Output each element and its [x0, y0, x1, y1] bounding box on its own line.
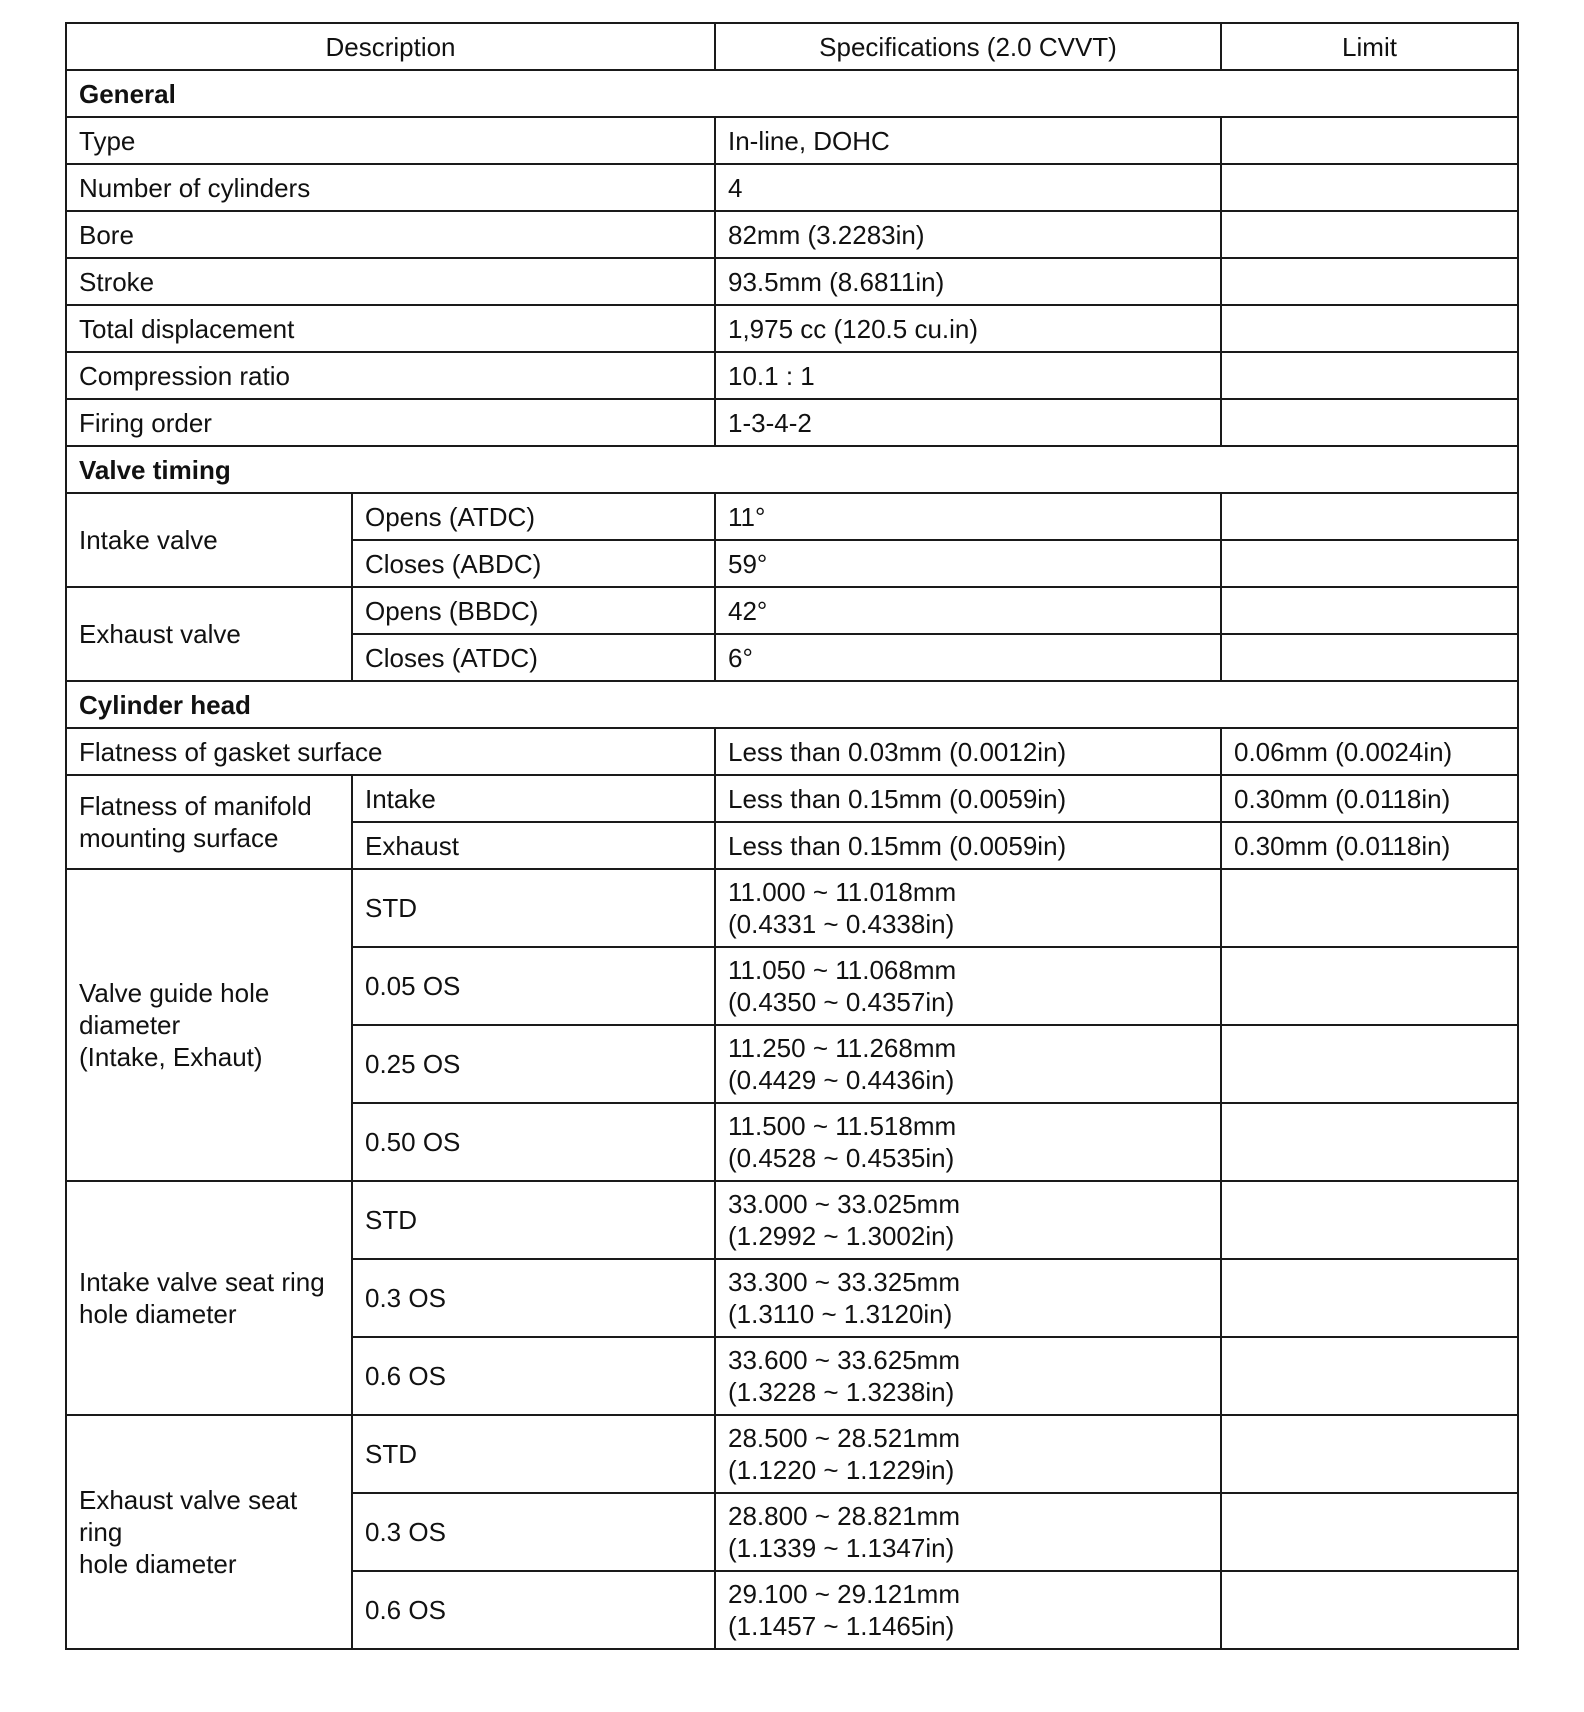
label-line: Intake valve seat ring	[79, 1267, 325, 1297]
section-title-cylinder-head: Cylinder head	[66, 681, 1518, 728]
row-sublabel: Closes (ABDC)	[352, 540, 715, 587]
spec-in: (1.3228 ~ 1.3238in)	[728, 1377, 955, 1407]
row-sublabel: 0.05 OS	[352, 947, 715, 1025]
row-sublabel: 0.3 OS	[352, 1259, 715, 1337]
section-title-general: General	[66, 70, 1518, 117]
row-spec	[715, 1259, 1221, 1337]
row-limit	[1221, 1415, 1518, 1493]
header-description: Description	[66, 23, 715, 70]
row-limit	[1221, 1259, 1518, 1337]
label-line: Flatness of manifold	[79, 791, 312, 821]
row-limit	[1221, 211, 1518, 258]
group-label-manifold-flatness	[66, 775, 352, 869]
table-row	[66, 399, 1518, 446]
spec-mm: 29.100 ~ 29.121mm	[728, 1579, 960, 1609]
row-limit	[1221, 1337, 1518, 1415]
spec-mm: 33.300 ~ 33.325mm	[728, 1267, 960, 1297]
row-spec: In-line, DOHC	[715, 117, 1221, 164]
spec-mm: 11.000 ~ 11.018mm	[728, 877, 957, 907]
table-row	[66, 587, 1518, 634]
spec-mm: 28.500 ~ 28.521mm	[728, 1423, 960, 1453]
group-label-intake-valve: Intake valve	[66, 493, 352, 587]
row-limit: 0.06mm (0.0024in)	[1221, 728, 1518, 775]
row-limit	[1221, 352, 1518, 399]
label-line: Exhaust valve seat	[79, 1485, 298, 1515]
group-label-intake-seat	[66, 1181, 352, 1415]
row-limit	[1221, 1571, 1518, 1649]
spec-mm: 11.500 ~ 11.518mm	[728, 1111, 957, 1141]
row-spec	[715, 1415, 1221, 1493]
row-spec: 10.1 : 1	[715, 352, 1221, 399]
row-limit: 0.30mm (0.0118in)	[1221, 822, 1518, 869]
row-spec: Less than 0.03mm (0.0012in)	[715, 728, 1221, 775]
row-sublabel: 0.6 OS	[352, 1571, 715, 1649]
header-row	[66, 23, 1518, 70]
row-spec: 42°	[715, 587, 1221, 634]
section-row-cylinder-head	[66, 681, 1518, 728]
row-sublabel: Opens (BBDC)	[352, 587, 715, 634]
spec-in: (1.3110 ~ 1.3120in)	[728, 1299, 953, 1329]
label-line: ring	[79, 1517, 123, 1547]
table-row	[66, 305, 1518, 352]
spec-in: (1.2992 ~ 1.3002in)	[728, 1221, 955, 1251]
row-limit	[1221, 399, 1518, 446]
row-limit	[1221, 258, 1518, 305]
table-row	[66, 1181, 1518, 1259]
row-spec: 93.5mm (8.6811in)	[715, 258, 1221, 305]
label-line: (Intake, Exhaut)	[79, 1042, 263, 1072]
row-spec: 1,975 cc (120.5 cu.in)	[715, 305, 1221, 352]
spec-mm: 33.600 ~ 33.625mm	[728, 1345, 960, 1375]
row-label: Compression ratio	[66, 352, 715, 399]
spec-mm: 33.000 ~ 33.025mm	[728, 1189, 960, 1219]
row-limit	[1221, 869, 1518, 947]
row-spec: 82mm (3.2283in)	[715, 211, 1221, 258]
row-limit	[1221, 1103, 1518, 1181]
spec-in: (0.4429 ~ 0.4436in)	[728, 1065, 955, 1095]
row-limit	[1221, 117, 1518, 164]
row-limit	[1221, 493, 1518, 540]
row-limit: 0.30mm (0.0118in)	[1221, 775, 1518, 822]
row-limit	[1221, 587, 1518, 634]
label-line: diameter	[79, 1010, 181, 1040]
table-row	[66, 869, 1518, 947]
row-sublabel: Closes (ATDC)	[352, 634, 715, 681]
row-limit	[1221, 1493, 1518, 1571]
row-label: Bore	[66, 211, 715, 258]
row-spec: 6°	[715, 634, 1221, 681]
spec-in: (0.4528 ~ 0.4535in)	[728, 1143, 955, 1173]
row-spec: Less than 0.15mm (0.0059in)	[715, 775, 1221, 822]
spec-in: (1.1220 ~ 1.1229in)	[728, 1455, 955, 1485]
header-specifications: Specifications (2.0 CVVT)	[715, 23, 1221, 70]
row-sublabel: 0.50 OS	[352, 1103, 715, 1181]
row-sublabel: Intake	[352, 775, 715, 822]
header-limit: Limit	[1221, 23, 1518, 70]
spec-mm: 11.050 ~ 11.068mm	[728, 955, 957, 985]
section-row-general	[66, 70, 1518, 117]
group-label-valve-guide	[66, 869, 352, 1181]
row-sublabel: STD	[352, 869, 715, 947]
row-spec: 59°	[715, 540, 1221, 587]
row-label: Firing order	[66, 399, 715, 446]
group-label-exhaust-valve: Exhaust valve	[66, 587, 352, 681]
row-spec: 4	[715, 164, 1221, 211]
specifications-table	[65, 22, 1519, 1650]
row-spec	[715, 947, 1221, 1025]
row-limit	[1221, 947, 1518, 1025]
row-spec	[715, 1181, 1221, 1259]
table-row	[66, 117, 1518, 164]
row-spec: 1-3-4-2	[715, 399, 1221, 446]
row-sublabel: STD	[352, 1415, 715, 1493]
row-spec: Less than 0.15mm (0.0059in)	[715, 822, 1221, 869]
section-row-valve-timing	[66, 446, 1518, 493]
spec-mm: 28.800 ~ 28.821mm	[728, 1501, 960, 1531]
row-label: Flatness of gasket surface	[66, 728, 715, 775]
row-sublabel: STD	[352, 1181, 715, 1259]
spec-in: (1.1339 ~ 1.1347in)	[728, 1533, 955, 1563]
spec-in: (0.4331 ~ 0.4338in)	[728, 909, 955, 939]
table-row	[66, 352, 1518, 399]
row-limit	[1221, 540, 1518, 587]
spec-in: (1.1457 ~ 1.1465in)	[728, 1611, 955, 1641]
row-spec	[715, 1571, 1221, 1649]
row-spec	[715, 1337, 1221, 1415]
table-row	[66, 775, 1518, 822]
row-sublabel: 0.25 OS	[352, 1025, 715, 1103]
table-row	[66, 258, 1518, 305]
label-line: mounting surface	[79, 823, 279, 853]
row-sublabel: Exhaust	[352, 822, 715, 869]
spec-mm: 11.250 ~ 11.268mm	[728, 1033, 957, 1063]
row-limit	[1221, 1025, 1518, 1103]
table-row	[66, 1415, 1518, 1493]
row-spec	[715, 1493, 1221, 1571]
row-sublabel: 0.6 OS	[352, 1337, 715, 1415]
row-limit	[1221, 164, 1518, 211]
label-line: hole diameter	[79, 1549, 237, 1579]
row-label: Stroke	[66, 258, 715, 305]
table-row	[66, 728, 1518, 775]
row-spec	[715, 869, 1221, 947]
row-limit	[1221, 1181, 1518, 1259]
label-line: hole diameter	[79, 1299, 237, 1329]
table-row	[66, 493, 1518, 540]
table-row	[66, 211, 1518, 258]
row-label: Number of cylinders	[66, 164, 715, 211]
row-limit	[1221, 634, 1518, 681]
row-label: Total displacement	[66, 305, 715, 352]
row-spec	[715, 1025, 1221, 1103]
row-spec: 11°	[715, 493, 1221, 540]
group-label-exhaust-seat	[66, 1415, 352, 1649]
row-label: Type	[66, 117, 715, 164]
row-limit	[1221, 305, 1518, 352]
label-line: Valve guide hole	[79, 978, 270, 1008]
section-title-valve-timing: Valve timing	[66, 446, 1518, 493]
table-row	[66, 164, 1518, 211]
spec-in: (0.4350 ~ 0.4357in)	[728, 987, 955, 1017]
row-spec	[715, 1103, 1221, 1181]
row-sublabel: Opens (ATDC)	[352, 493, 715, 540]
row-sublabel: 0.3 OS	[352, 1493, 715, 1571]
